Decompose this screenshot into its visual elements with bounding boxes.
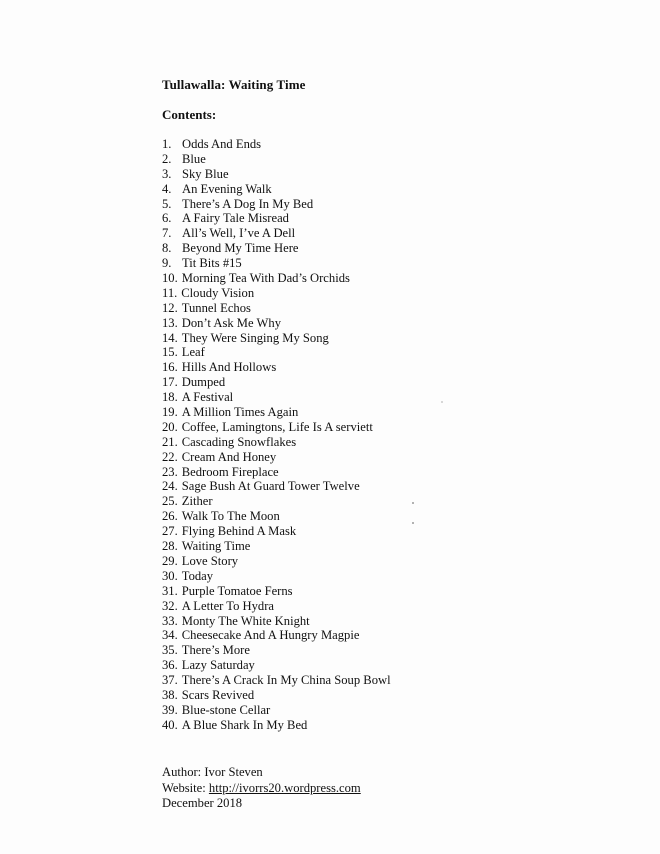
item-number: 4. <box>162 181 172 196</box>
item-title: Zither <box>181 494 213 509</box>
item-number: 15. <box>162 345 178 360</box>
list-item <box>162 688 391 703</box>
list-item <box>162 673 391 688</box>
item-title: A Festival <box>181 390 234 405</box>
item-number: 16. <box>162 360 178 375</box>
item-number: 28. <box>162 539 178 554</box>
item-number: 38. <box>162 687 178 702</box>
list-item <box>162 167 391 182</box>
list-item <box>162 584 391 599</box>
list-item <box>162 316 391 331</box>
list-item <box>162 554 391 569</box>
scan-speck <box>412 502 414 504</box>
item-title: Hills And Hollows <box>181 360 277 375</box>
document-title: Tullawalla: Waiting Time <box>162 77 306 92</box>
item-number: 40. <box>162 717 178 732</box>
item-number: 17. <box>162 375 178 390</box>
item-number: 7. <box>162 226 172 241</box>
item-title: Sage Bush At Guard Tower Twelve <box>181 479 360 494</box>
item-title: Bedroom Fireplace <box>181 464 279 479</box>
item-title: There’s More <box>181 643 250 658</box>
website-label: Website: <box>162 780 209 795</box>
item-number: 22. <box>162 449 178 464</box>
item-title: A Blue Shark In My Bed <box>181 717 308 732</box>
item-number: 35. <box>162 643 178 658</box>
list-item <box>162 479 391 494</box>
item-title: Blue <box>182 151 206 166</box>
item-title: An Evening Walk <box>182 181 272 196</box>
item-title: Coffee, Lamingtons, Life Is A serviett <box>181 419 373 434</box>
item-title: Waiting Time <box>181 539 251 554</box>
item-number: 10. <box>162 271 178 286</box>
item-title: Morning Tea With Dad’s Orchids <box>181 271 350 286</box>
item-number: 30. <box>162 568 178 583</box>
item-number: 21. <box>162 434 178 449</box>
list-item <box>162 703 391 718</box>
scan-speck <box>441 401 443 403</box>
list-item <box>162 375 391 390</box>
item-number: 19. <box>162 405 178 420</box>
list-item <box>162 271 391 286</box>
list-item <box>162 241 391 256</box>
item-number: 18. <box>162 390 178 405</box>
item-title: Tunnel Echos <box>181 300 251 315</box>
item-title: Love Story <box>181 553 239 568</box>
item-title: Today <box>181 568 214 583</box>
item-title: Sky Blue <box>182 166 229 181</box>
list-item <box>162 524 391 539</box>
item-number: 34. <box>162 628 178 643</box>
item-number: 32. <box>162 598 178 613</box>
item-title: Walk To The Moon <box>181 509 280 524</box>
item-number: 2. <box>162 151 172 166</box>
item-title: Cascading Snowflakes <box>181 434 297 449</box>
list-item <box>162 569 391 584</box>
item-number: 3. <box>162 166 172 181</box>
item-title: Tit Bits #15 <box>182 256 242 271</box>
item-number: 26. <box>162 509 178 524</box>
item-title: Don’t Ask Me Why <box>181 315 281 330</box>
item-number: 8. <box>162 241 172 256</box>
list-item <box>162 599 391 614</box>
item-title: Leaf <box>181 345 205 360</box>
author-line <box>162 765 361 781</box>
item-title: Flying Behind A Mask <box>181 524 297 539</box>
date-line: December 2018 <box>162 796 243 810</box>
list-item <box>162 509 391 524</box>
item-title: A Million Times Again <box>181 405 299 420</box>
list-item <box>162 643 391 658</box>
item-number: 12. <box>162 300 178 315</box>
item-title: A Fairy Tale Misread <box>182 211 289 226</box>
list-item <box>162 465 391 480</box>
scan-speck <box>412 522 414 524</box>
item-number: 36. <box>162 658 178 673</box>
list-item <box>162 226 391 241</box>
list-item <box>162 718 391 733</box>
item-number: 37. <box>162 673 178 688</box>
item-title: Lazy Saturday <box>181 658 255 673</box>
item-number: 14. <box>162 330 178 345</box>
list-item <box>162 256 391 271</box>
item-title: Purple Tomatoe Ferns <box>181 583 293 598</box>
item-number: 5. <box>162 196 172 211</box>
author-name: Ivor Steven <box>204 765 263 779</box>
list-item <box>162 614 391 629</box>
list-item <box>162 435 391 450</box>
item-title: Cream And Honey <box>181 449 277 464</box>
contents-list <box>162 137 391 733</box>
item-number: 25. <box>162 494 178 509</box>
list-item <box>162 197 391 212</box>
item-title: Cheesecake And A Hungry Magpie <box>181 628 360 643</box>
document-footer <box>162 765 361 812</box>
list-item <box>162 658 391 673</box>
list-item <box>162 390 391 405</box>
item-number: 27. <box>162 524 178 539</box>
list-item <box>162 137 391 152</box>
list-item <box>162 331 391 346</box>
author-label: Author: <box>162 765 205 779</box>
item-number: 33. <box>162 613 178 628</box>
item-title: All’s Well, I’ve A Dell <box>182 226 296 241</box>
list-item <box>162 450 391 465</box>
item-number: 1. <box>162 137 172 151</box>
list-item <box>162 211 391 226</box>
list-item <box>162 345 391 360</box>
list-item <box>162 420 391 435</box>
item-number: 24. <box>162 479 178 494</box>
item-number: 31. <box>162 583 178 598</box>
item-number: 39. <box>162 702 178 717</box>
list-item <box>162 628 391 643</box>
list-item <box>162 182 391 197</box>
list-item <box>162 494 391 509</box>
item-number: 13. <box>162 315 178 330</box>
item-number: 6. <box>162 211 172 226</box>
list-item <box>162 539 391 554</box>
list-item <box>162 286 391 301</box>
contents-heading: Contents: <box>162 107 217 122</box>
item-title: They Were Singing My Song <box>181 330 329 345</box>
list-item <box>162 360 391 375</box>
item-number: 9. <box>162 256 172 271</box>
item-title: There’s A Dog In My Bed <box>182 196 314 211</box>
item-title: Cloudy Vision <box>181 285 255 300</box>
item-title: Odds And Ends <box>182 137 262 151</box>
list-item <box>162 301 391 316</box>
list-item <box>162 152 391 167</box>
item-number: 20. <box>162 419 178 434</box>
item-title: Beyond My Time Here <box>182 241 299 256</box>
item-number: 29. <box>162 553 178 568</box>
item-number: 23. <box>162 464 178 479</box>
item-title: Scars Revived <box>181 687 255 702</box>
item-title: There’s A Crack In My China Soup Bowl <box>181 673 391 688</box>
item-title: A Letter To Hydra <box>181 598 275 613</box>
item-number: 11. <box>162 285 178 300</box>
website-line <box>162 781 361 797</box>
item-title: Dumped <box>181 375 226 390</box>
list-item <box>162 405 391 420</box>
item-title: Blue-stone Cellar <box>181 702 271 717</box>
item-title: Monty The White Knight <box>181 613 310 628</box>
website-link[interactable]: http://ivorrs20.wordpress.com <box>208 780 361 795</box>
